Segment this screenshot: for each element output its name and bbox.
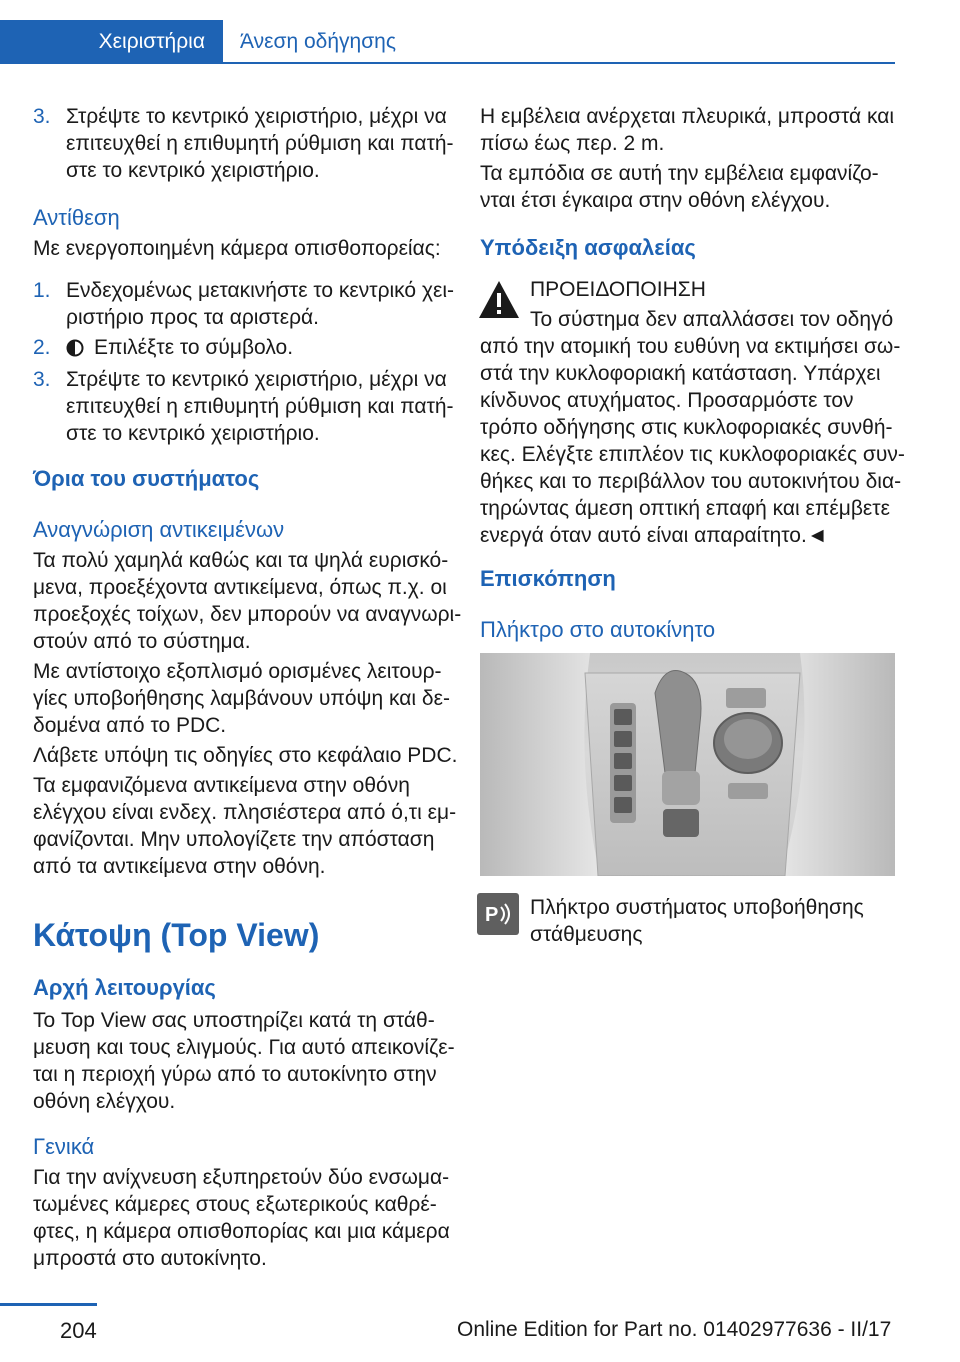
tab-controls[interactable]: [0, 20, 223, 64]
contrast-heading: Αντίθεση: [33, 205, 120, 230]
paragraph-line: Η εμβέλεια ανέρχεται πλευρικά, μπροστά και: [480, 105, 895, 128]
paragraph-line: στούν από το σύστημα.: [33, 630, 251, 653]
paragraph-line: από τα αντικείμενα στην οθόνη.: [33, 855, 326, 878]
step-text: στε το κεντρικό χειριστήριο.: [66, 159, 320, 182]
footer-rule: [0, 1303, 97, 1306]
top-view-heading: Κάτοψη (Top View): [33, 917, 320, 953]
paragraph-line: Τα εμφανιζόμενα αντικείμενα στην οθόνη: [33, 774, 410, 797]
step-text: επιτευχθεί η επιθυμητή ρύθμιση και πατή‐: [66, 395, 454, 418]
header-rule: [223, 62, 895, 64]
paragraph-line: ται η περιοχή γύρω από το αυτοκίνητο στην: [33, 1063, 437, 1086]
step-text: Στρέψτε το κεντρικό χειριστήριο, μέχρι να: [66, 368, 447, 391]
warning-triangle-icon: [477, 278, 521, 322]
paragraph-line: Για την ανίχνευση εξυπηρετούν δύο ενσωμα‐: [33, 1166, 450, 1189]
warning-title: ΠΡΟΕΙΔΟΠΟΙΗΣΗ: [530, 278, 706, 301]
paragraph-line: γίες υποβοήθησης λαμβάνουν υπόψη και δε‐: [33, 687, 450, 710]
warning-text: τηρώντας άμεση οπτική επαφή και επέμβετε: [480, 497, 890, 520]
step-text: Ενδεχομένως μετακινήστε το κεντρικό χει‐: [66, 279, 454, 302]
paragraph-line: Τα εμπόδια σε αυτή την εμβέλεια εμφανίζο‐: [480, 162, 879, 185]
paragraph-line: τωμένες κάμερες στους εξωτερικούς καθρέ‐: [33, 1193, 437, 1216]
contrast-intro: Με ενεργοποιημένη κάμερα οπισθοπορείας:: [33, 237, 441, 260]
warning-text: στά την κυκλοφοριακή κατάσταση. Υπάρχει: [480, 362, 881, 385]
tab-driving-comfort-label: Άνεση οδήγησης: [240, 30, 396, 53]
step-text: Επιλέξτε το σύμβολο.: [94, 336, 294, 359]
paragraph-line: Λάβετε υπόψη τις οδηγίες στο κεφάλαιο PDC.: [33, 744, 458, 767]
step-number: 3.: [33, 105, 51, 128]
caption-line: Πλήκτρο συστήματος υποβοήθησης: [530, 896, 864, 919]
paragraph-line: φανίζονται. Μην υπολογίζετε την απόσταση: [33, 828, 435, 851]
warning-text: από την ατομική του ευθύνη να εκτιμήσει σω‐: [480, 335, 901, 358]
tab-driving-comfort[interactable]: [240, 20, 396, 64]
step-number: 3.: [33, 368, 51, 391]
step-text: Στρέψτε το κεντρικό χειριστήριο, μέχρι να: [66, 105, 447, 128]
safety-note-heading: Υπόδειξη ασφαλείας: [480, 235, 696, 260]
object-detection-heading: Αναγνώριση αντικειμένων: [33, 517, 285, 542]
warning-text: Το σύστημα δεν απαλλάσσει τον οδηγό: [530, 308, 894, 331]
paragraph-line: δομένα από το PDC.: [33, 714, 227, 737]
paragraph-line: Το Top View σας υποστηρίζει κατά τη στάθ‐: [33, 1009, 435, 1032]
page-number: 204: [60, 1318, 97, 1343]
paragraph-line: πίσω έως περ. 2 m.: [480, 132, 665, 155]
step-number: 1.: [33, 279, 51, 302]
step-number: 2.: [33, 336, 51, 359]
step-text: στε το κεντρικό χειριστήριο.: [66, 422, 320, 445]
general-heading: Γενικά: [33, 1134, 95, 1159]
warning-text: τρόπο οδήγησης στις κυκλοφοριακές συνθή‐: [480, 416, 893, 439]
paragraph-line: Με αντίστοιχο εξοπλισμό ορισμένες λειτουρ‐: [33, 660, 442, 683]
paragraph-line: Τα πολύ χαμηλά καθώς και τα ψηλά ευρισκό‐: [33, 549, 449, 572]
paragraph-line: μενα, προεξέχοντα αντικείμενα, όπως π.χ. οι: [33, 576, 447, 599]
paragraph-line: ελέγχου είναι ενδεχ. πλησιέστερα από ό,τι εμ‐: [33, 801, 457, 824]
warning-text: ενεργά όταν αυτό είναι απαραίτητο.◄: [480, 524, 828, 547]
button-in-vehicle-heading: Πλήκτρο στο αυτοκίνητο: [480, 617, 716, 642]
paragraph-line: προεξοχές τοίχων, δεν μπορούν να αναγνωρι‐: [33, 603, 462, 626]
tab-controls-label: Χειριστήρια: [98, 30, 205, 53]
warning-text: θήκες και το περιβάλλον του αυτοκινήτου δια‐: [480, 470, 902, 493]
parking-assist-button-icon: [477, 893, 519, 935]
center-console-photo: [480, 653, 895, 876]
edition-note: Online Edition for Part no. 01402977636 - II/17: [457, 1318, 892, 1341]
contrast-icon: [66, 339, 84, 357]
system-limits-heading: Όρια του συστήματος: [33, 466, 260, 491]
step-text: επιτευχθεί η επιθυμητή ρύθμιση και πατή‐: [66, 132, 454, 155]
caption-line: στάθμευσης: [530, 923, 643, 946]
warning-text: κες. Ελέγξτε επιπλέον τις κυκλοφοριακές συν‐: [480, 443, 905, 466]
paragraph-line: μευση και τους ελιγμούς. Για αυτό απεικονίζε‐: [33, 1036, 455, 1059]
paragraph-line: μπροστά στο αυτοκίνητο.: [33, 1247, 267, 1270]
principle-heading: Αρχή λειτουργίας: [33, 975, 216, 1000]
overview-heading: Επισκόπηση: [480, 566, 616, 591]
step-text: ριστήριο προς τα αριστερά.: [66, 306, 320, 329]
step-text-select-symbol: [66, 334, 293, 361]
center-console-illustration: [480, 653, 895, 876]
warning-text: κίνδυνος ατυχήματος. Προσαρμόστε τον: [480, 389, 854, 412]
svg-text:P: P: [485, 904, 499, 926]
paragraph-line: οθόνη ελέγχου.: [33, 1090, 176, 1113]
paragraph-line: φτες, η κάμερα οπισθοπορίας και μια κάμερα: [33, 1220, 450, 1243]
paragraph-line: νται έτσι έγκαιρα στην οθόνη ελέγχου.: [480, 189, 831, 212]
